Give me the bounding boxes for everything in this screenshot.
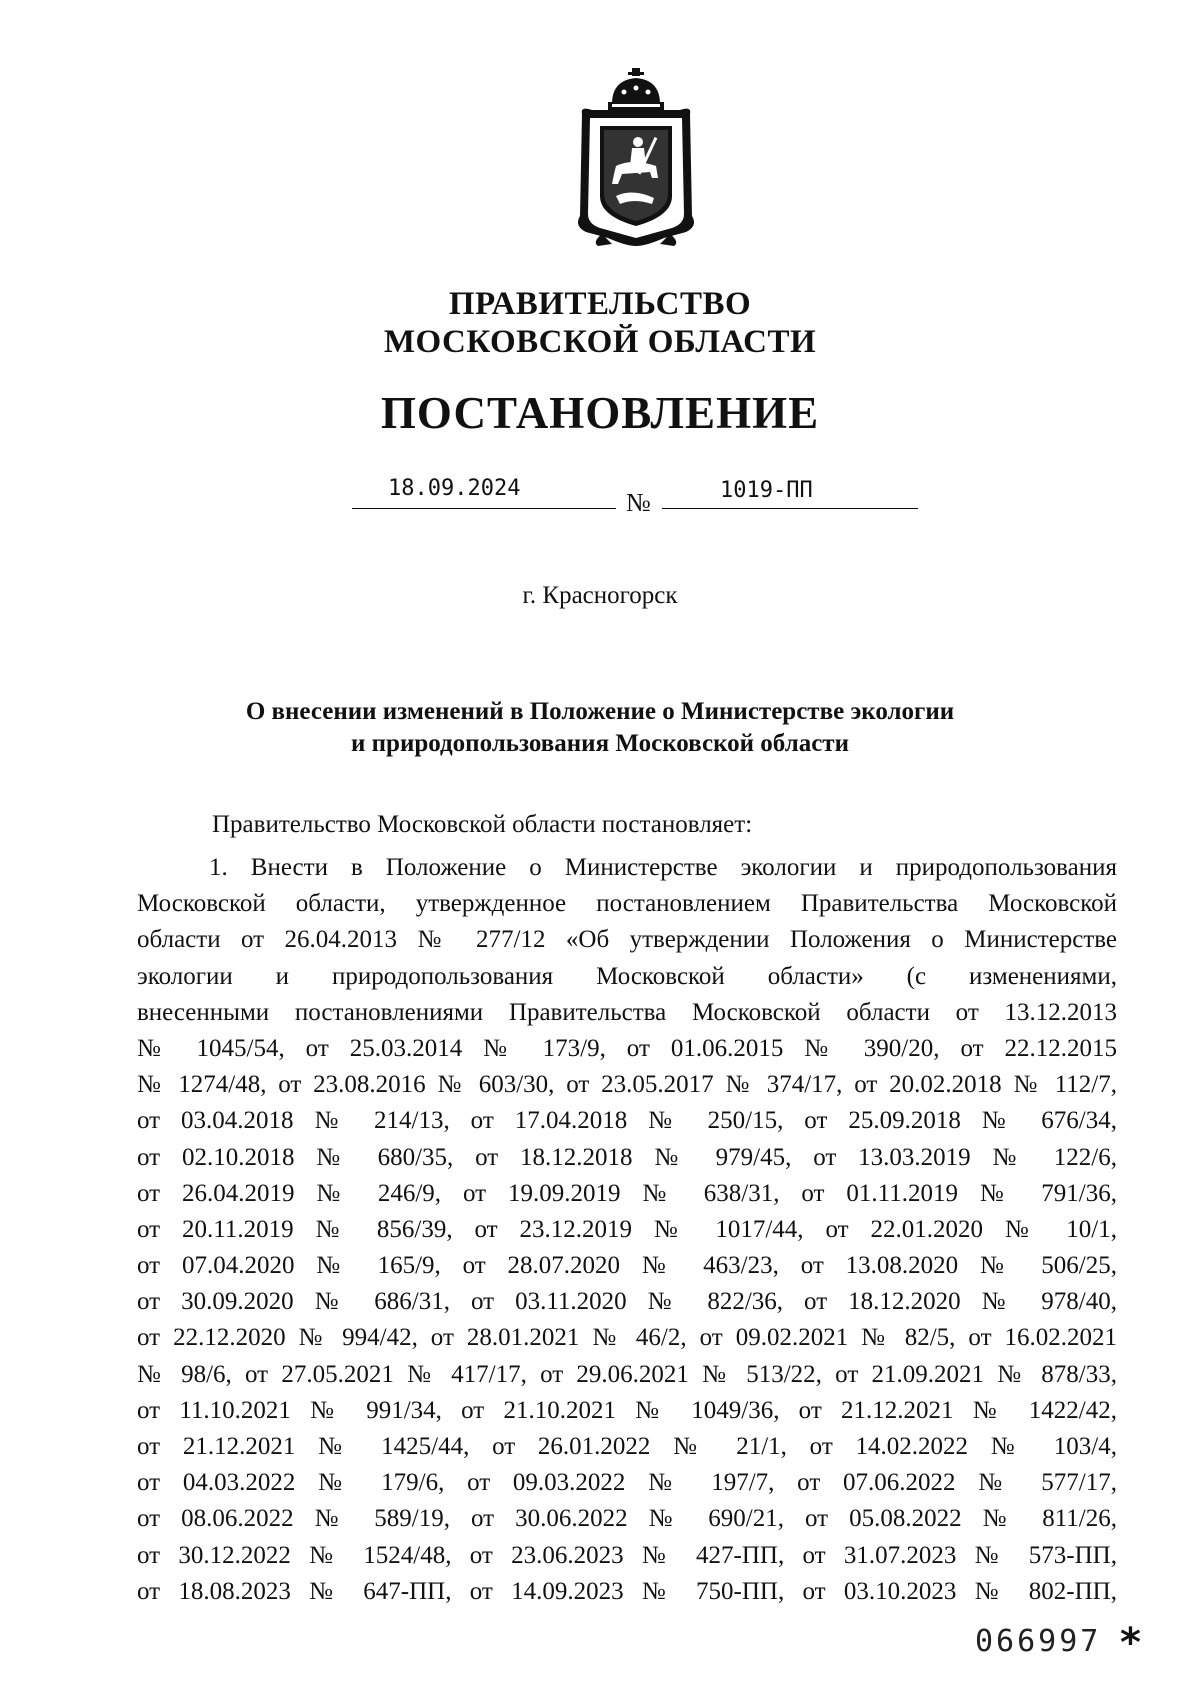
body-line: 1. Внести в Положение о Министерстве экологии и природопользования [209, 854, 1117, 881]
body-line: от 03.04.2018 № 214/13, от 17.04.2018 № 250/15, от 25.09.2018 № 676/34, [137, 1107, 1117, 1135]
body-line: области от 26.04.2013 № 277/12 «Об утверждении Положения о Министерстве [137, 926, 1117, 954]
number-sign: № [626, 488, 651, 517]
asterisk-mark: * [1120, 1620, 1141, 1666]
date-underline [352, 508, 616, 509]
body-line: от 22.12.2020 № 994/42, от 28.01.2021 № 46/2, от 09.02.2021 № 82/5, от 16.02.2021 [137, 1324, 1117, 1352]
body-line: от 08.06.2022 № 589/19, от 30.06.2022 № 690/21, от 05.08.2022 № 811/26, [137, 1505, 1117, 1533]
decree-date: 18.09.2024 [388, 476, 521, 501]
number-underline [662, 508, 918, 509]
body-line: № 98/6, от 27.05.2021 № 417/17, от 29.06.2021 № 513/22, от 21.09.2021 № 878/33, [137, 1360, 1117, 1388]
body-line: от 18.08.2023 № 647-ПП, от 14.09.2023 № 750-ПП, от 03.10.2023 № 802-ПП, [137, 1577, 1117, 1605]
document-type-title: ПОСТАНОВЛЕНИЕ [380, 388, 820, 438]
body-line: от 30.12.2022 № 1524/48, от 23.06.2023 № 427-ПП, от 31.07.2023 № 573-ПП, [137, 1541, 1117, 1569]
body-line: от 07.04.2020 № 165/9, от 28.07.2020 № 463/23, от 13.08.2020 № 506/25, [137, 1252, 1117, 1280]
body-line: внесенными постановлениями Правительства Московской области от 13.12.2013 [137, 998, 1117, 1026]
body-line: № 1045/54, от 25.03.2014 № 173/9, от 01.06.2015 № 390/20, от 22.12.2015 [137, 1034, 1117, 1062]
subject-line-2: и природопользования Московской области [350, 730, 849, 757]
body-line: экологии и природопользования Московской области» (с изменениями, [137, 962, 1117, 990]
preamble: Правительство Московской области постановляет: [212, 811, 753, 838]
organization-region: МОСКОВСКОЙ ОБЛАСТИ [383, 324, 817, 360]
body-line: от 04.03.2022 № 179/6, от 09.03.2022 № 197/7, от 07.06.2022 № 577/17, [137, 1469, 1117, 1497]
blank-serial-number: 066997 [975, 1624, 1102, 1659]
body-line: от 30.09.2020 № 686/31, от 03.11.2020 № 822/36, от 18.12.2020 № 978/40, [137, 1288, 1117, 1316]
body-line: от 11.10.2021 № 991/34, от 21.10.2021 № 1049/36, от 21.12.2021 № 1422/42, [137, 1396, 1117, 1424]
body-line: № 1274/48, от 23.08.2016 № 603/30, от 23.05.2017 № 374/17, от 20.02.2018 № 112/7, [137, 1071, 1117, 1099]
body-line: от 20.11.2019 № 856/39, от 23.12.2019 № 1017/44, от 22.01.2020 № 10/1, [137, 1215, 1117, 1243]
organization-name: ПРАВИТЕЛЬСТВО [448, 286, 752, 322]
city-name: г. Красногорск [522, 582, 678, 609]
coat-of-arms-icon [572, 66, 700, 248]
body-line: от 21.12.2021 № 1425/44, от 26.01.2022 № 21/1, от 14.02.2022 № 103/4, [137, 1433, 1117, 1460]
body-line: Московской области, утвержденное постановлением Правительства Московской [137, 890, 1117, 918]
subject-line-1: О внесении изменений в Положение о Министерстве экологии [245, 698, 955, 725]
decree-number: 1019-ПП [720, 478, 813, 503]
body-line: от 02.10.2018 № 680/35, от 18.12.2018 № 979/45, от 13.03.2019 № 122/6, [137, 1143, 1117, 1171]
decree-body [137, 850, 1117, 1610]
body-line: от 26.04.2019 № 246/9, от 19.09.2019 № 638/31, от 01.11.2019 № 791/36, [137, 1179, 1117, 1207]
